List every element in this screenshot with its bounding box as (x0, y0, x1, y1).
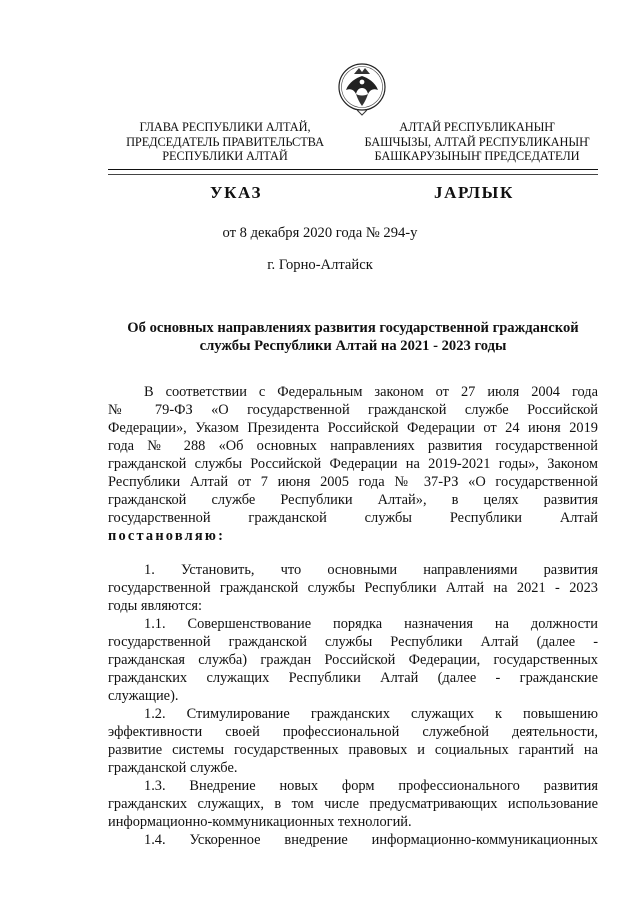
body-line: 1.4. Ускоренное внедрение информационно-коммуникационных (144, 832, 598, 848)
header-left-block (118, 120, 332, 164)
header-right-line: АЛТАЙ РЕСПУБЛИКАНЫҤ (399, 120, 555, 134)
body-line: В соответствии с Федеральным законом от 27 июля 2004 года (144, 384, 598, 400)
body-line: Республики Алтай от 7 июня 2005 года № 37-РЗ «О государственной (108, 474, 598, 490)
body-line: гражданской службе Республики Алтай», в целях развития (108, 492, 598, 508)
title-line: службы Республики Алтай на 2021 - 2023 годы (199, 338, 507, 355)
doc-type-alt: ЈАРЛЫК (434, 183, 514, 202)
decree-city: г. Горно-Алтайск (267, 257, 373, 273)
body-line: информационно-коммуникационных технологий. (108, 814, 412, 830)
body-line: 1.3. Внедрение новых форм профессионального развития (144, 778, 598, 794)
body-line: года № 288 «Об основных направлениях развития государственной (108, 438, 598, 454)
body-line: 1. Установить, что основными направлениями развития (144, 562, 598, 578)
body-line: гражданских служащих Республики Алтай (далее - гражданские (108, 670, 598, 686)
body-line: № 79-ФЗ «О государственной гражданской службе Российской (108, 402, 598, 418)
body-line: государственной гражданской службы Республики Алтай (далее - (108, 634, 598, 650)
body-line: служащие). (108, 688, 179, 704)
body-line: годы являются: (108, 598, 202, 614)
body-line: 1.1. Совершенствование порядка назначения на должности (144, 616, 598, 632)
body-line: развитие системы государственных правовых и социальных гарантий на (108, 742, 598, 758)
coat-of-arms-icon (337, 60, 387, 118)
body-line: гражданская служба) граждан Российской Федерации, государственных (108, 652, 598, 668)
header-divider-thick (108, 169, 598, 170)
body-line-resolve: постановляю: (108, 528, 226, 544)
header-left-line: РЕСПУБЛИКИ АЛТАЙ (162, 149, 288, 164)
header-right-line: БАШЧЫЗЫ, АЛТАЙ РЕСПУБЛИКАНЫҤ (364, 134, 590, 149)
header-right-block (357, 120, 597, 164)
header-left-line: ПРЕДСЕДАТЕЛЬ ПРАВИТЕЛЬСТВА (126, 134, 324, 149)
doc-type-ru: УКАЗ (210, 183, 263, 202)
title-line: Об основных направлениях развития государственной гражданской (127, 320, 579, 336)
body-line: Федерации», Указом Президента Российской Федерации от 24 июня 2019 (108, 420, 598, 436)
body-line: эффективности своей профессиональной служебной деятельности, (108, 724, 598, 740)
header-left-line: ГЛАВА РЕСПУБЛИКИ АЛТАЙ, (139, 120, 311, 134)
body-line: гражданской службы Российской Федерации на 2019-2021 годы», Законом (108, 456, 598, 472)
decree-date: от 8 декабря 2020 года № 294-у (222, 225, 418, 241)
header-divider-thin (108, 174, 598, 175)
decree-title (108, 319, 598, 356)
body-line: государственной гражданской службы Республики Алтай на 2021 - 2023 (108, 580, 598, 596)
body-line: гражданской службе. (108, 760, 238, 776)
body-line: 1.2. Стимулирование гражданских служащих к повышению (144, 706, 598, 722)
body-line: гражданских служащих, в том числе предусматривающих использование (108, 796, 598, 812)
body-line: государственной гражданской службы Республики Алтай (108, 510, 598, 526)
header-right-line: БАШКАРУЗЫНЫҤ ПРЕДСЕДАТЕЛИ (374, 149, 580, 164)
